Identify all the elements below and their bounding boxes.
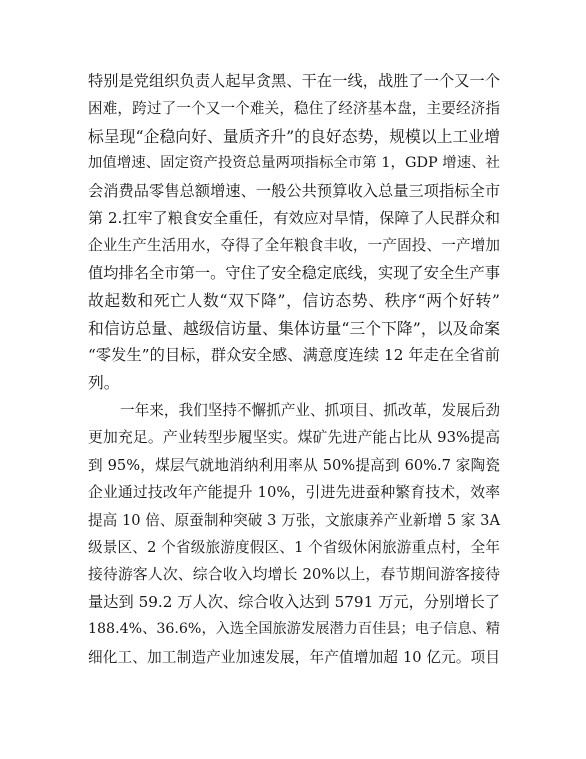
text-line: 特别是党组织负责人起早贪黑、干在一线，战胜了一个又一个 bbox=[88, 72, 500, 90]
text-line: 加值增速、固定资产投资总量两项指标全市第 1，GDP 增速、社 bbox=[88, 155, 500, 172]
text-line: 企业通过技改年产能提升 10%，引进先进蚕种繁育技术，效率 bbox=[88, 484, 500, 502]
text-line: 更加充足。产业转型步履坚实。煤矿先进产能占比从 93%提高 bbox=[88, 429, 500, 447]
text-line: 量达到 59.2 万人次、综合收入达到 5791 万元，分别增长了 bbox=[88, 592, 500, 611]
text-line: 列。 bbox=[88, 373, 120, 393]
text-line: 第 2.扛牢了粮食安全重任，有效应对旱情，保障了人民群众和 bbox=[88, 208, 500, 227]
text-line: 接待游客人次、综合收入均增长 20%以上，春节期间游客接待 bbox=[88, 566, 500, 584]
text-line: 级景区、2 个省级旅游度假区、1 个省级休闲旅游重点村，全年 bbox=[88, 538, 500, 556]
text-line: 故起数和死亡人数“双下降”，信访态势、秩序“两个好转” bbox=[88, 291, 500, 311]
text-line: 标呈现“企稳向好、量质齐升”的良好态势，规模以上工业增 bbox=[88, 126, 500, 146]
text-line: 困难，跨过了一个又一个难关，稳住了经济基本盘，主要经济指 bbox=[88, 100, 500, 118]
text-line-indented: 一年来，我们坚持不懈抓产业、抓项目、抓改革，发展后劲 bbox=[120, 402, 500, 419]
text-line: 企业生产生活用水，夺得了全年粮食丰收，一产固投、一产增加 bbox=[88, 237, 500, 255]
paragraph-industry bbox=[88, 397, 500, 671]
text-line: 提高 10 倍、原蚕制种突破 3 万张，文旅康养产业新增 5 家 3A bbox=[88, 511, 500, 529]
text-line: 到 95%，煤层气就地消纳利用率从 50%提高到 60%.7 家陶瓷 bbox=[88, 456, 500, 474]
text-line: 和信访总量、越级信访量、集体访量“三个下降”，以及命案 bbox=[88, 318, 500, 338]
text-line: 会消费品零售总额增速、一般公共预算收入总量三项指标全市 bbox=[88, 181, 500, 200]
text-line: “零发生”的目标，群众安全感、满意度连续 12 年走在全省前 bbox=[88, 345, 500, 364]
paragraph-continued bbox=[88, 68, 500, 397]
text-line: 细化工、加工制造产业加速发展，年产值增加超 10 亿元。项目 bbox=[88, 648, 500, 666]
text-line: 值均排名全市第一。守住了安全稳定底线，实现了安全生产事 bbox=[88, 263, 500, 282]
text-line: 188.4%、36.6%，入选全国旅游发展潜力百佳县；电子信息、精 bbox=[88, 621, 500, 638]
